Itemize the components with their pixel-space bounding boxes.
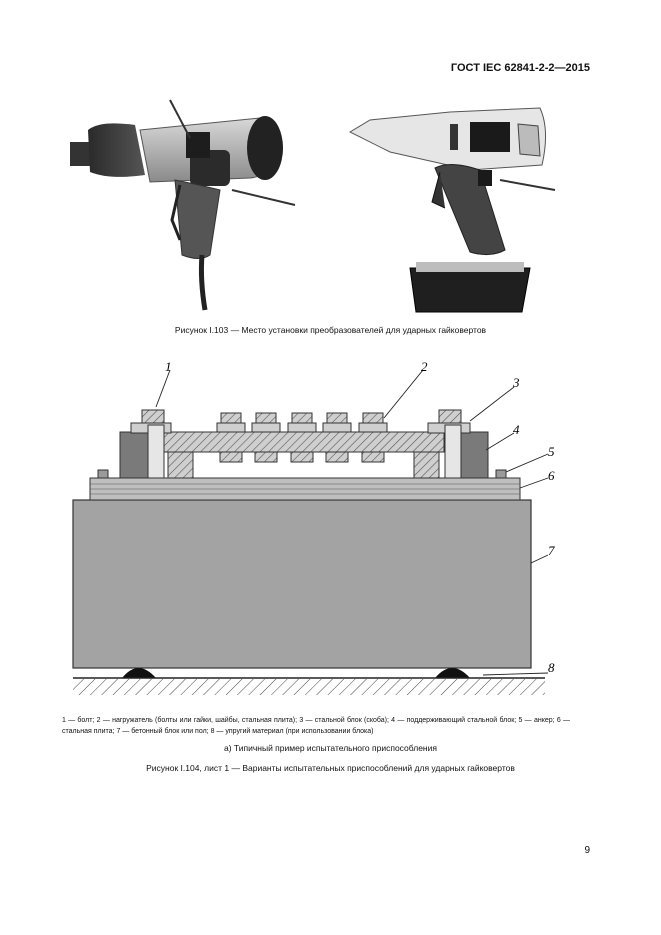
figure-104-subcaption: а) Типичный пример испытательного приспособления [224,743,437,753]
callout-8: 8 [548,660,555,675]
callout-6: 6 [548,468,555,483]
document-code: ГОСТ IEC 62841-2-2—2015 [450,62,590,74]
impact-wrench-photos [60,90,580,320]
callout-2: 2 [421,359,428,374]
figure-103-caption: Рисунок I.103 — Место установки преобразователей для ударных гайковертов [174,325,487,335]
figure-104-caption: Рисунок I.104, лист 1 — Варианты испытательных приспособлений для ударных гайковертов [146,763,515,773]
callout-3: 3 [513,375,520,390]
callout-7: 7 [548,543,555,558]
pneumatic-impact-wrench-photo [70,100,295,310]
callout-5: 5 [548,444,555,459]
callout-1: 1 [165,359,172,374]
cordless-impact-wrench-photo [350,108,555,312]
page-number: 9 [584,845,590,856]
test-fixture-diagram [0,355,661,705]
figure-104-legend: 1 — болт; 2 — нагружатель (болты или гайки, шайбы, стальная плита); 3 — стальной блок (скоба); 4 — поддерживающий стальной блок; 5 — анкер; 6 — стальная плита; 7 — бетонный блок или пол; 8 — упругий материал (при использовании блока) [62,717,570,735]
concrete-block [73,500,531,668]
callout-4: 4 [513,422,520,437]
